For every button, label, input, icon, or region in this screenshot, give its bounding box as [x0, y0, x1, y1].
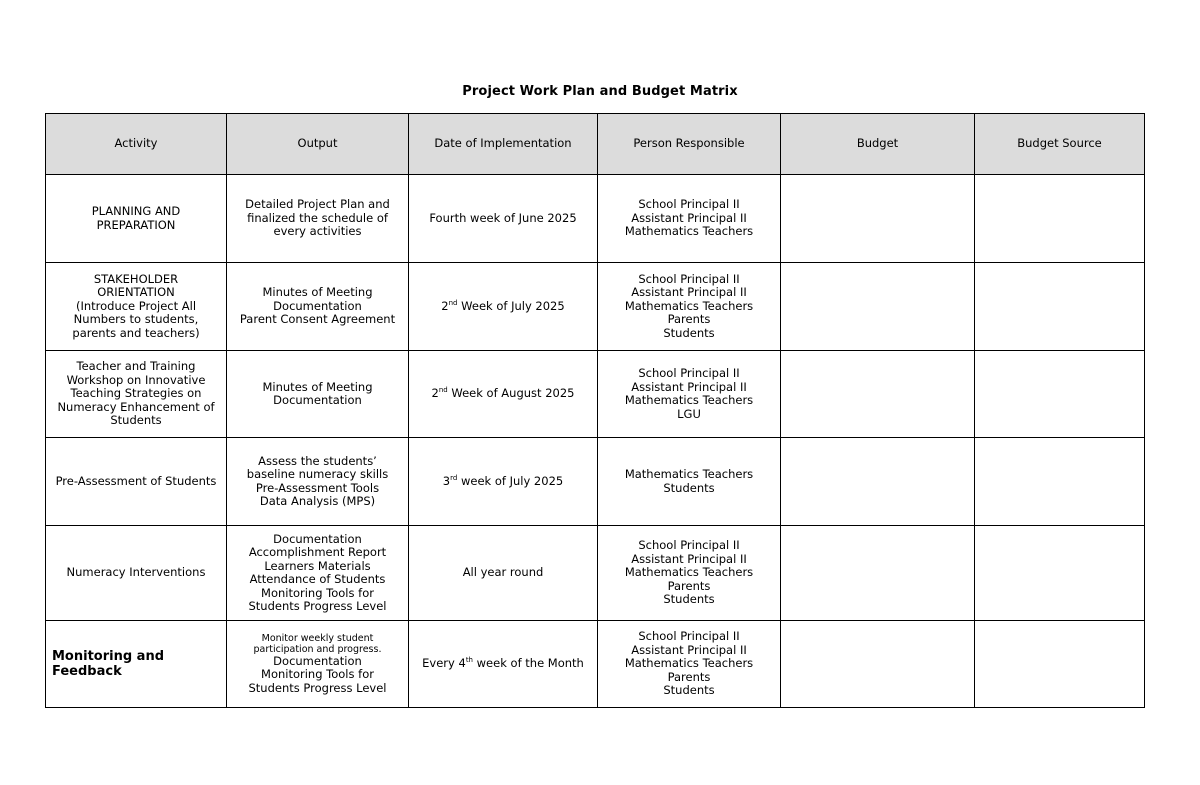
date-cell — [409, 263, 598, 351]
activity-line: Teacher and Training — [76, 359, 196, 374]
header-output: Output — [227, 114, 409, 175]
person-line: School Principal II — [638, 538, 740, 553]
date-cell — [409, 526, 598, 621]
person-line: School Principal II — [638, 197, 740, 212]
output-line: Documentation — [273, 393, 362, 407]
output-line: Documentation — [273, 298, 362, 313]
date-day: 2 — [431, 386, 439, 401]
work-plan-table — [45, 113, 1145, 708]
date-rest: Week of August 2025 — [447, 386, 575, 401]
activity-line: Numeracy Enhancement of — [57, 399, 215, 414]
activity-line: Feedback — [52, 664, 122, 679]
header-budget-source: Budget Source — [975, 114, 1145, 175]
person-line: Mathematics Teachers — [624, 467, 754, 481]
budget-cell — [781, 621, 975, 708]
date-ordinal: nd — [438, 386, 448, 395]
header-person: Person Responsible — [598, 114, 781, 175]
output-line: Students Progress Level — [248, 599, 387, 613]
output-cell — [227, 351, 409, 438]
budget-source-cell — [975, 526, 1145, 621]
person-line: Students — [663, 592, 715, 607]
person-line: School Principal II — [638, 271, 740, 286]
person-line: Parents — [667, 578, 711, 593]
activity-line: PREPARATION — [96, 217, 176, 232]
activity-line: (Introduce Project All — [75, 298, 197, 313]
activity-cell — [46, 526, 227, 621]
output-line: Assess the students’ — [258, 453, 377, 468]
person-line: Mathematics Teachers — [624, 565, 754, 580]
date-day: 3 — [442, 473, 451, 488]
output-cell — [227, 263, 409, 351]
person-line: Mathematics Teachers — [624, 224, 754, 239]
date-cell — [409, 621, 598, 708]
activity-cell — [46, 621, 227, 708]
output-cell — [227, 621, 409, 708]
output-line: Learners Materials — [264, 558, 371, 573]
header-date: Date of Implementation — [409, 114, 598, 175]
output-line: Students Progress Level — [248, 680, 387, 695]
person-line: Parents — [667, 312, 711, 327]
output-small-line: Monitor weekly student — [261, 632, 374, 644]
person-line: Assistant Principal II — [631, 642, 747, 657]
budget-cell — [781, 263, 975, 351]
budget-cell — [781, 438, 975, 526]
activity-line: PLANNING AND — [91, 204, 181, 218]
header-activity: Activity — [46, 114, 227, 175]
date-rest: week of the Month — [473, 656, 584, 671]
activity-line: Numeracy Interventions — [66, 565, 206, 580]
activity-line: Monitoring and — [52, 649, 165, 664]
person-line: Assistant Principal II — [631, 210, 747, 225]
activity-line: Pre-Assessment of Students — [55, 473, 217, 488]
activity-cell — [46, 263, 227, 351]
output-line: Documentation — [273, 531, 362, 546]
table-row — [46, 175, 1145, 263]
person-cell — [598, 175, 781, 263]
person-cell — [598, 526, 781, 621]
output-line: Accomplishment Report — [248, 545, 387, 559]
activity-line: Numbers to students, — [73, 312, 199, 327]
budget-source-cell — [975, 263, 1145, 351]
person-line: Mathematics Teachers — [624, 393, 754, 407]
budget-source-cell — [975, 438, 1145, 526]
person-line: School Principal II — [638, 366, 740, 380]
output-line: Minutes of Meeting — [262, 285, 373, 300]
output-line: Detailed Project Plan and — [245, 197, 390, 212]
budget-source-cell — [975, 175, 1145, 263]
date-cell — [409, 351, 598, 438]
date-ordinal: nd — [448, 298, 458, 307]
output-line: finalized the schedule of — [247, 210, 388, 225]
budget-cell — [781, 351, 975, 438]
person-line: Students — [663, 480, 715, 495]
person-line: Mathematics Teachers — [624, 656, 754, 671]
header-budget: Budget — [781, 114, 975, 175]
output-line: baseline numeracy skills — [246, 467, 389, 481]
activity-line: parents and teachers) — [72, 325, 200, 340]
table-row — [46, 263, 1145, 351]
date-ordinal: rd — [450, 473, 458, 482]
output-line: Data Analysis (MPS) — [259, 494, 376, 508]
person-line: Assistant Principal II — [631, 285, 747, 300]
output-line: Monitoring Tools for — [261, 585, 374, 600]
budget-cell — [781, 175, 975, 263]
table-header-row — [46, 114, 1145, 175]
table-row — [46, 621, 1145, 708]
activity-cell — [46, 351, 227, 438]
output-small-line: participation and progress. — [253, 643, 382, 655]
output-line: Documentation — [273, 653, 362, 668]
person-line: Parents — [667, 669, 711, 684]
person-line: Students — [663, 683, 715, 698]
output-cell — [227, 438, 409, 526]
output-line: Monitoring Tools for — [261, 667, 374, 682]
date-cell — [409, 438, 598, 526]
date-text: All year round — [462, 565, 544, 580]
table-row — [46, 351, 1145, 438]
person-line: Students — [663, 325, 715, 340]
activity-line: ORIENTATION — [97, 285, 175, 300]
output-line: Attendance of Students — [249, 572, 386, 586]
budget-source-cell — [975, 621, 1145, 708]
activity-line: STAKEHOLDER — [93, 271, 179, 286]
person-cell — [598, 263, 781, 351]
activity-cell — [46, 438, 227, 526]
document-title: Project Work Plan and Budget Matrix — [462, 84, 738, 99]
table-row — [46, 438, 1145, 526]
activity-line: Students — [110, 413, 162, 428]
person-line: Assistant Principal II — [631, 551, 747, 566]
output-line: Minutes of Meeting — [262, 379, 373, 394]
output-cell — [227, 526, 409, 621]
person-cell — [598, 438, 781, 526]
budget-cell — [781, 526, 975, 621]
date-day: 2 — [441, 298, 449, 313]
date-rest: Week of July 2025 — [457, 298, 565, 313]
date-cell — [409, 175, 598, 263]
person-cell — [598, 351, 781, 438]
person-line: School Principal II — [638, 629, 740, 644]
person-line: Mathematics Teachers — [624, 298, 754, 313]
person-line: LGU — [677, 406, 701, 421]
date-day: Every 4 — [422, 656, 466, 671]
activity-line: Workshop on Innovative — [66, 372, 206, 387]
person-cell — [598, 621, 781, 708]
output-cell — [227, 175, 409, 263]
date-ordinal: th — [465, 656, 473, 665]
budget-source-cell — [975, 351, 1145, 438]
table-row — [46, 526, 1145, 621]
date-text: Fourth week of June 2025 — [429, 210, 577, 225]
date-rest: week of July 2025 — [457, 473, 564, 488]
activity-cell — [46, 175, 227, 263]
activity-line: Teaching Strategies on — [70, 386, 202, 401]
person-line: Assistant Principal II — [631, 379, 747, 394]
output-line: Parent Consent Agreement — [239, 312, 396, 327]
output-line: every activities — [273, 224, 362, 239]
output-line: Pre-Assessment Tools — [255, 480, 380, 495]
